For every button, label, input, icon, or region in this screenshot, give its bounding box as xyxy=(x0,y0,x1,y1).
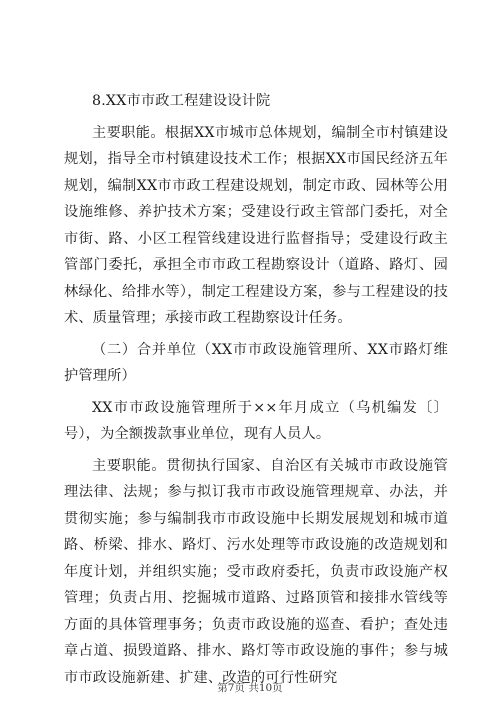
paragraph-facility-office-intro: XX市市政设施管理所于××年月成立（乌机编发〔〕号），为全额拨款事业单位，现有人员人。 xyxy=(64,399,448,442)
page-number-footer: 第7页 共10页 xyxy=(217,682,283,694)
section-heading: 8.XX市市政工程建设设计院 xyxy=(92,93,271,109)
paragraph-duties-design-institute: 主要职能。根据XX市城市总体规划，编制全市村镇建设规划，指导全市村镇建设技术工作；根据XX市国民经济五年规划，编制XX市市政工程建设规划，制定市政、园林等公用设施维修、养护技术方案；受建设行政主管部门委托，对全市街、路、小区工程管线建设进行监督指导；受建设行政主管部门委托，承担全市市政工程勘察设计（道路、路灯、园林绿化、给排水等），制定工程建设方案，参与工程建设的技术、质量管理；承接市政工程勘察设计任务。 xyxy=(64,124,448,326)
paragraph-merged-units: （二）合并单位（XX市市政设施管理所、XX市路灯维护管理所） xyxy=(64,341,448,384)
document-body xyxy=(64,88,448,691)
paragraph-duties-facility-office: 主要职能。贯彻执行国家、自治区有关城市市政设施管理法律、法规；参与拟订我市市政设施管理规章、办法，并贯彻实施；参与编制我市市政设施中长期发展规划和城市道路、桥梁、排水、路灯、污水处理等市政设施的改造规划和年度计划，并组织实施；受市政府委托，负责市政设施产权管理；负责占用、挖掘城市道路、过路顶管和接排水管线等方面的具体管理事务；负责市政设施的巡查、看护；查处违章占道、损毁道路、排水、路灯等市政设施的事件；参与城市市政设施新建、扩建、改造的可行性研究 xyxy=(64,457,448,686)
